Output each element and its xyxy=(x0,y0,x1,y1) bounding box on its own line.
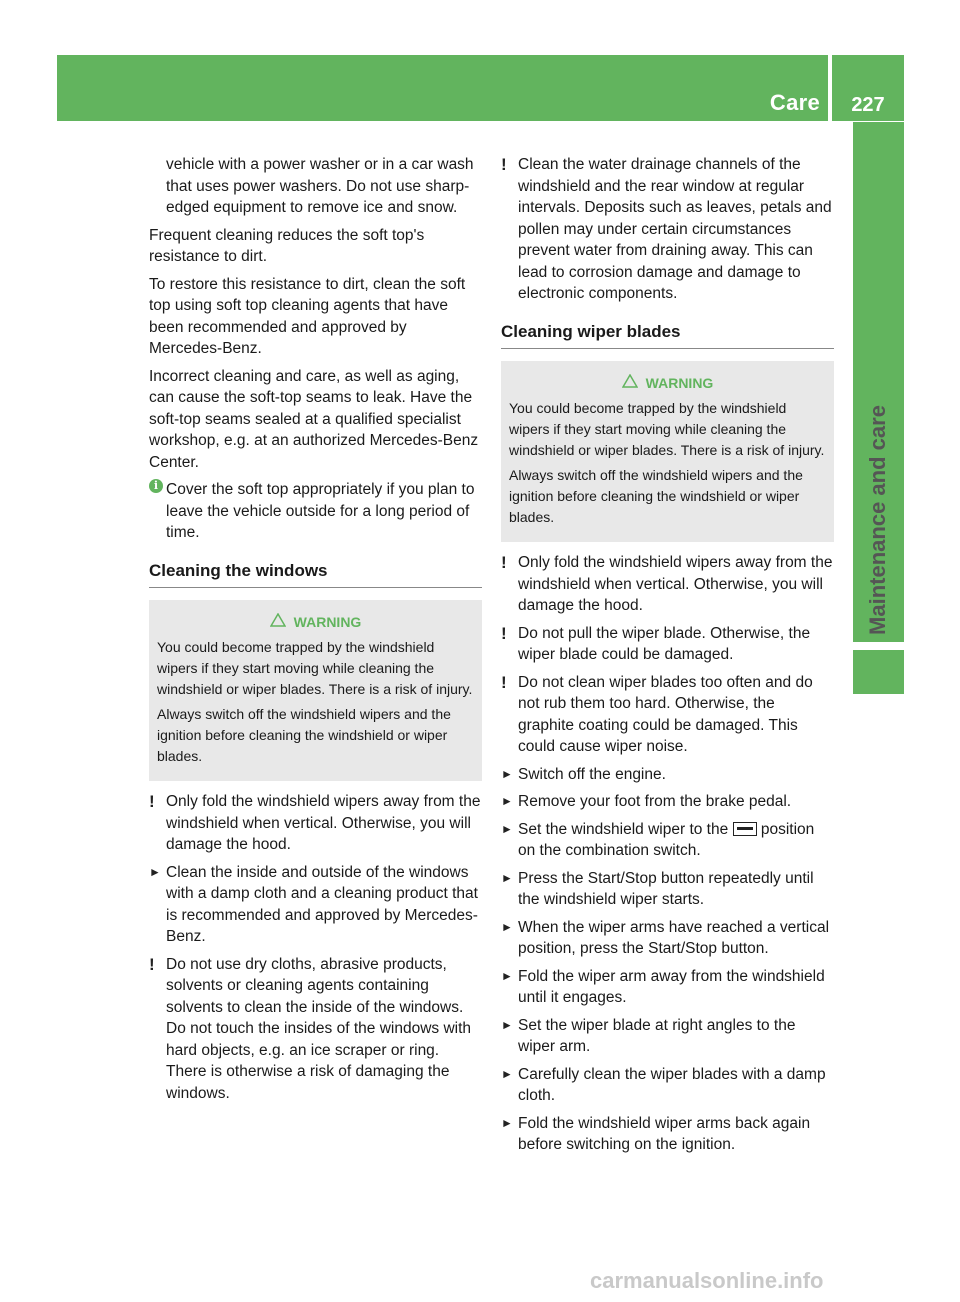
caution-note: ! Do not use dry cloths, abrasive products, solvents or cleaning agents containing solvents to clean the inside of the windows. Do not touch the insides of the windows with hard objects, e.g. an ice scraper or ring. There is otherwise a risk of damaging the windows. xyxy=(149,954,472,1102)
section-heading: Cleaning wiper blades xyxy=(501,321,834,350)
arrow-right-icon: ► xyxy=(501,766,513,781)
wiper-off-position-icon xyxy=(733,822,757,836)
arrow-right-icon: ► xyxy=(149,864,161,879)
paragraph: Incorrect cleaning and care, as well as aging, can cause the soft-top seams to leak. Have the soft-top seams sealed at a qualified specialist workshop, e.g. at an authorized Mercedes-Benz Center. xyxy=(149,367,479,471)
side-tab-marker xyxy=(853,650,904,694)
warning-box xyxy=(501,361,834,542)
warning-triangle-icon xyxy=(622,373,638,394)
page-number: 227 xyxy=(851,94,885,116)
exclamation-icon: ! xyxy=(149,954,155,974)
instruction-step: ► Carefully clean the wiper blades with a damp cloth. xyxy=(501,1065,826,1104)
instruction-step: ► Fold the windshield wiper arms back again before switching on the ignition. xyxy=(501,1114,811,1153)
info-note xyxy=(149,479,482,544)
arrow-right-icon: ► xyxy=(501,919,513,934)
exclamation-icon: ! xyxy=(501,623,507,643)
caution-note: ! Do not clean wiper blades too often and do not rub them too hard. Otherwise, the graphite coating could be damaged. This could cause wiper noise. xyxy=(501,672,813,755)
arrow-right-icon: ► xyxy=(501,968,513,983)
arrow-right-icon: ► xyxy=(501,870,513,885)
instruction-step: ► Set the wiper blade at right angles to the wiper arm. xyxy=(501,1016,796,1055)
warning-title: WARNING xyxy=(509,373,826,394)
arrow-right-icon: ► xyxy=(501,1115,513,1130)
arrow-right-icon: ► xyxy=(501,821,513,836)
exclamation-icon: ! xyxy=(501,672,507,692)
instruction-step: ► Switch off the engine. xyxy=(501,764,834,786)
exclamation-icon: ! xyxy=(149,792,155,811)
paragraph: Frequent cleaning reduces the soft top's resistance to dirt. xyxy=(149,226,425,265)
caution-note: ! Clean the water drainage channels of the windshield and the rear window at regular intervals. Deposits such as leaves, petals and pollen may under certain circumstances prevent water from draining away. This can lead to corrosion damage and damage to electronic components. xyxy=(501,155,832,302)
caution-note: ! Only fold the windshield wipers away from the windshield when vertical. Otherwise, you will damage the hood. xyxy=(149,792,481,853)
paragraph: vehicle with a power washer or in a car wash that uses power washers. Do not use sharp-edged equipment to remove ice and snow. xyxy=(166,156,474,216)
exclamation-icon: ! xyxy=(501,553,507,572)
warning-box xyxy=(149,600,482,781)
arrow-right-icon: ► xyxy=(501,1066,513,1081)
info-text: Cover the soft top appropriately if you plan to leave the vehicle outside for a long period of time. xyxy=(166,481,475,541)
watermark: carmanualsonline.info xyxy=(590,1268,824,1293)
section-heading: Cleaning the windows xyxy=(149,560,482,589)
instruction-step: ► Fold the wiper arm away from the windshield until it engages. xyxy=(501,967,825,1006)
side-tab-label: Maintenance and care xyxy=(865,405,890,635)
warning-title: WARNING xyxy=(157,612,474,633)
section-title: Care xyxy=(769,90,820,115)
instruction-step: ► Remove your foot from the brake pedal. xyxy=(501,791,834,813)
arrow-right-icon: ► xyxy=(501,794,513,808)
instruction-step: ► Clean the inside and outside of the windows with a damp cloth and a cleaning product that is recommended and approved by Mercedes-Benz. xyxy=(149,863,478,945)
instruction-step: ► Press the Start/Stop button repeatedly until the windshield wiper starts. xyxy=(501,869,814,908)
caution-note: ! Only fold the windshield wipers away from the windshield when vertical. Otherwise, you will damage the hood. xyxy=(501,553,833,614)
exclamation-icon: ! xyxy=(501,155,507,174)
arrow-right-icon: ► xyxy=(501,1017,513,1032)
warning-text: Always switch off the windshield wipers and the ignition before cleaning the windshield or wiper blades. xyxy=(509,467,803,525)
instruction-step: ► Set the windshield wiper to the position on the combination switch. xyxy=(501,820,815,859)
header-bar xyxy=(57,55,828,121)
right-column xyxy=(501,154,834,1162)
info-icon: i xyxy=(149,479,163,493)
warning-triangle-icon xyxy=(270,612,286,633)
warning-text: Always switch off the windshield wipers and the ignition before cleaning the windshield or wiper blades. xyxy=(157,706,451,764)
left-column xyxy=(149,154,482,1110)
warning-text: You could become trapped by the windshield wipers if they start moving while cleaning the windshield or wiper blades. There is a risk of injury. xyxy=(509,400,825,458)
paragraph: To restore this resistance to dirt, clean the soft top using soft top cleaning agents that have been recommended and approved by Mercedes-Benz. xyxy=(149,275,466,357)
caution-note: ! Do not pull the wiper blade. Otherwise, the wiper blade could be damaged. xyxy=(501,623,811,663)
warning-text: You could become trapped by the windshield wipers if they start moving while cleaning the windshield or wiper blades. There is a risk of injury. xyxy=(157,639,473,697)
instruction-step: ► When the wiper arms have reached a vertical position, press the Start/Stop button. xyxy=(501,918,830,957)
